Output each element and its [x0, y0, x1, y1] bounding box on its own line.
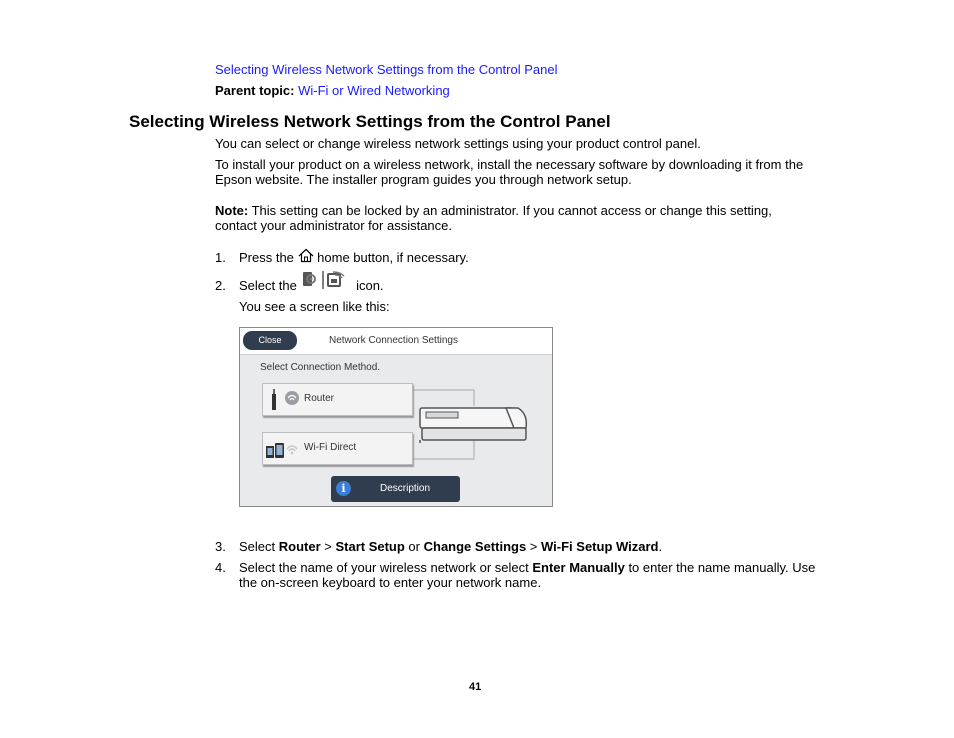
step-2-text: [239, 278, 384, 293]
intro-paragraph-2-line1: To install your product on a wireless network, install the necessary software by downloading it from the: [215, 157, 804, 172]
wifi-direct-option-label: Wi-Fi Direct: [304, 442, 357, 453]
home-icon: [298, 248, 314, 266]
step-2-before: Select the: [239, 278, 297, 293]
router-term: Router: [278, 539, 321, 554]
step-3-part: Select: [239, 539, 279, 554]
step-number: 2.: [215, 278, 226, 293]
parent-topic-link[interactable]: Wi-Fi or Wired Networking: [298, 83, 450, 98]
wifi-setup-wizard-term: Wi-Fi Setup Wizard: [541, 539, 659, 554]
control-panel-screenshot: [239, 327, 553, 507]
description-label: Description: [380, 483, 431, 494]
router-device-icon: [269, 388, 301, 415]
close-button[interactable]: Close: [243, 331, 297, 350]
page-heading: Selecting Wireless Network Settings from the Control Panel: [129, 112, 611, 131]
step-3-part: .: [658, 539, 663, 554]
step-4-after: to enter the name manually. Use: [624, 560, 816, 575]
step-3-part: or: [404, 539, 424, 554]
related-topic-link[interactable]: [215, 62, 557, 77]
intro-paragraph-1: You can select or change wireless network settings using your product control panel.: [215, 136, 701, 151]
step-number: 3.: [215, 539, 226, 554]
intro-paragraph-2: [215, 157, 803, 187]
related-topic-link-text[interactable]: Selecting Wireless Network Settings from the Control Panel: [215, 62, 558, 77]
note-line2: contact your administrator for assistance.: [215, 218, 452, 233]
parent-topic-label: Parent topic:: [215, 83, 295, 98]
enter-manually-term: Enter Manually: [532, 560, 625, 575]
step-3-text: [239, 539, 662, 554]
step-1: [215, 250, 226, 265]
info-icon: i: [336, 481, 351, 496]
description-button[interactable]: [331, 476, 460, 502]
wifi-direct-option-button[interactable]: [262, 432, 413, 465]
printer-icon: [418, 404, 530, 447]
panel-title: Network Connection Settings: [329, 335, 458, 346]
router-option-label: Router: [304, 393, 335, 404]
step-2: [215, 278, 226, 293]
step-number: 4.: [215, 560, 226, 575]
intro-paragraph-2-line2: Epson website. The installer program guides you through network setup.: [215, 172, 632, 187]
screen-caption: You see a screen like this:: [239, 299, 390, 314]
step-1-text: [239, 250, 469, 266]
step-number: 1.: [215, 250, 226, 265]
step-1-before: Press the: [239, 250, 294, 265]
step-3: [215, 539, 226, 554]
note-line1: This setting can be locked by an administrator. If you cannot access or change this setting,: [251, 203, 772, 218]
step-1-after: home button, if necessary.: [317, 250, 469, 265]
wifi-direct-device-icon: [265, 438, 303, 465]
note-block: [215, 203, 772, 233]
start-setup-term: Start Setup: [335, 539, 405, 554]
step-3-part: >: [526, 539, 542, 554]
step-4-text: [239, 560, 815, 590]
change-settings-term: Change Settings: [423, 539, 527, 554]
select-method-label: Select Connection Method.: [260, 362, 381, 373]
step-3-part: >: [320, 539, 336, 554]
step-4-line2: the on-screen keyboard to enter your network name.: [239, 575, 542, 590]
network-settings-icon: [300, 270, 352, 293]
step-4-before: Select the name of your wireless network or select: [239, 560, 533, 575]
router-option-button[interactable]: [262, 383, 413, 416]
page-number: 41: [469, 681, 482, 693]
step-2-after: icon.: [356, 278, 384, 293]
parent-topic: [215, 83, 450, 98]
step-4: [215, 560, 226, 575]
note-label: Note:: [215, 203, 249, 218]
